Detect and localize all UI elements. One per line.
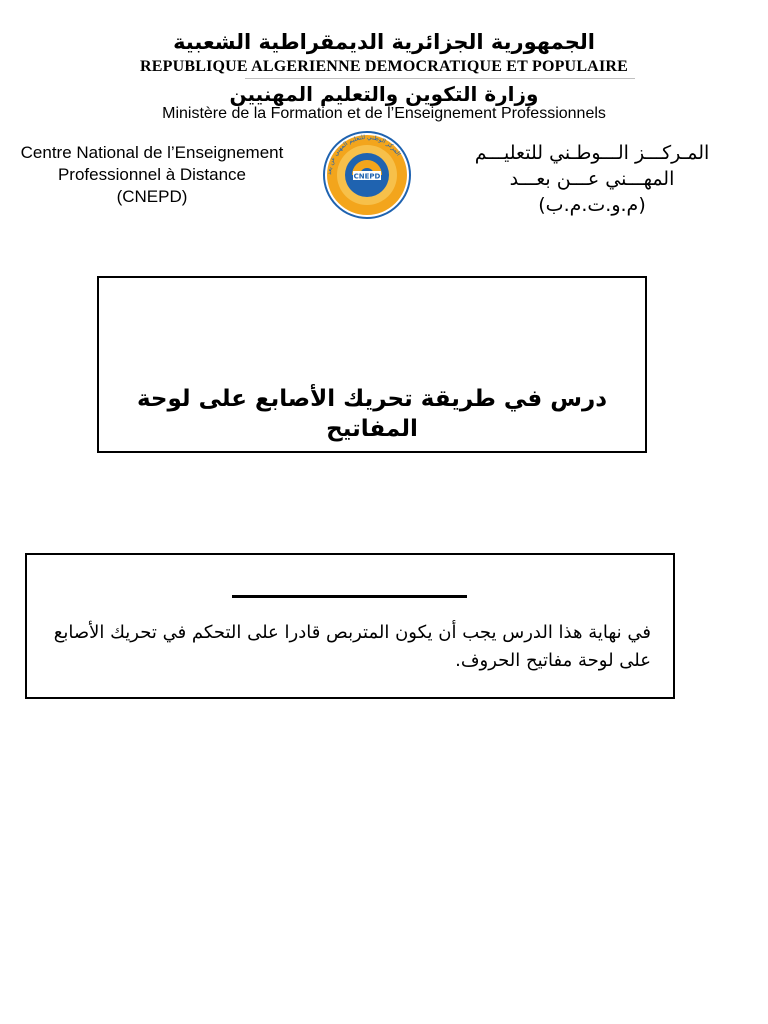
header-republic-french: REPUBLIQUE ALGERIENNE DEMOCRATIQUE ET POPULAIRE bbox=[140, 58, 628, 75]
lesson-title: درس في طريقة تحريك الأصابع على لوحة المفاتيح bbox=[136, 386, 607, 442]
centre-ar-line3: (م.و.ت.م.ب) bbox=[538, 194, 646, 216]
objective-heading-line bbox=[232, 595, 467, 598]
logo-text: CNEPD bbox=[353, 172, 381, 181]
cnepd-logo-icon bbox=[322, 130, 412, 220]
objective-text: في نهاية هذا الدرس يجب أن يكون المتربص قادرا على التحكم في تحريك الأصابع على لوحة مفاتيح الحروف. bbox=[53, 622, 651, 671]
centre-fr-line3: (CNEPD) bbox=[116, 187, 188, 206]
objective-box bbox=[25, 553, 675, 699]
lesson-title-box bbox=[97, 276, 647, 453]
centre-ar-line2: المهـــني عـــن بعـــد bbox=[509, 168, 675, 190]
logo-ring-text: المركز الوطني للتعليم المهني عن بعد bbox=[325, 133, 402, 176]
header-ministry-arabic: وزارة التكوين والتعليم المهنيين bbox=[229, 82, 539, 106]
header-divider bbox=[245, 78, 635, 79]
header-ministry-french: Ministère de la Formation et de l’Enseignement Professionnels bbox=[162, 105, 606, 122]
cnepd-logo bbox=[322, 130, 412, 220]
centre-fr-line2: Professionnel à Distance bbox=[57, 165, 247, 184]
header-republic-arabic: الجمهورية الجزائرية الديمقراطية الشعبية bbox=[173, 30, 595, 54]
centre-fr-line1: Centre National de l’Enseignement bbox=[20, 143, 284, 162]
centre-ar-line1: المـركـــز الـــوطـني للتعليـــم bbox=[474, 142, 710, 164]
centre-name-arabic bbox=[452, 140, 732, 218]
centre-name-french bbox=[12, 142, 292, 208]
